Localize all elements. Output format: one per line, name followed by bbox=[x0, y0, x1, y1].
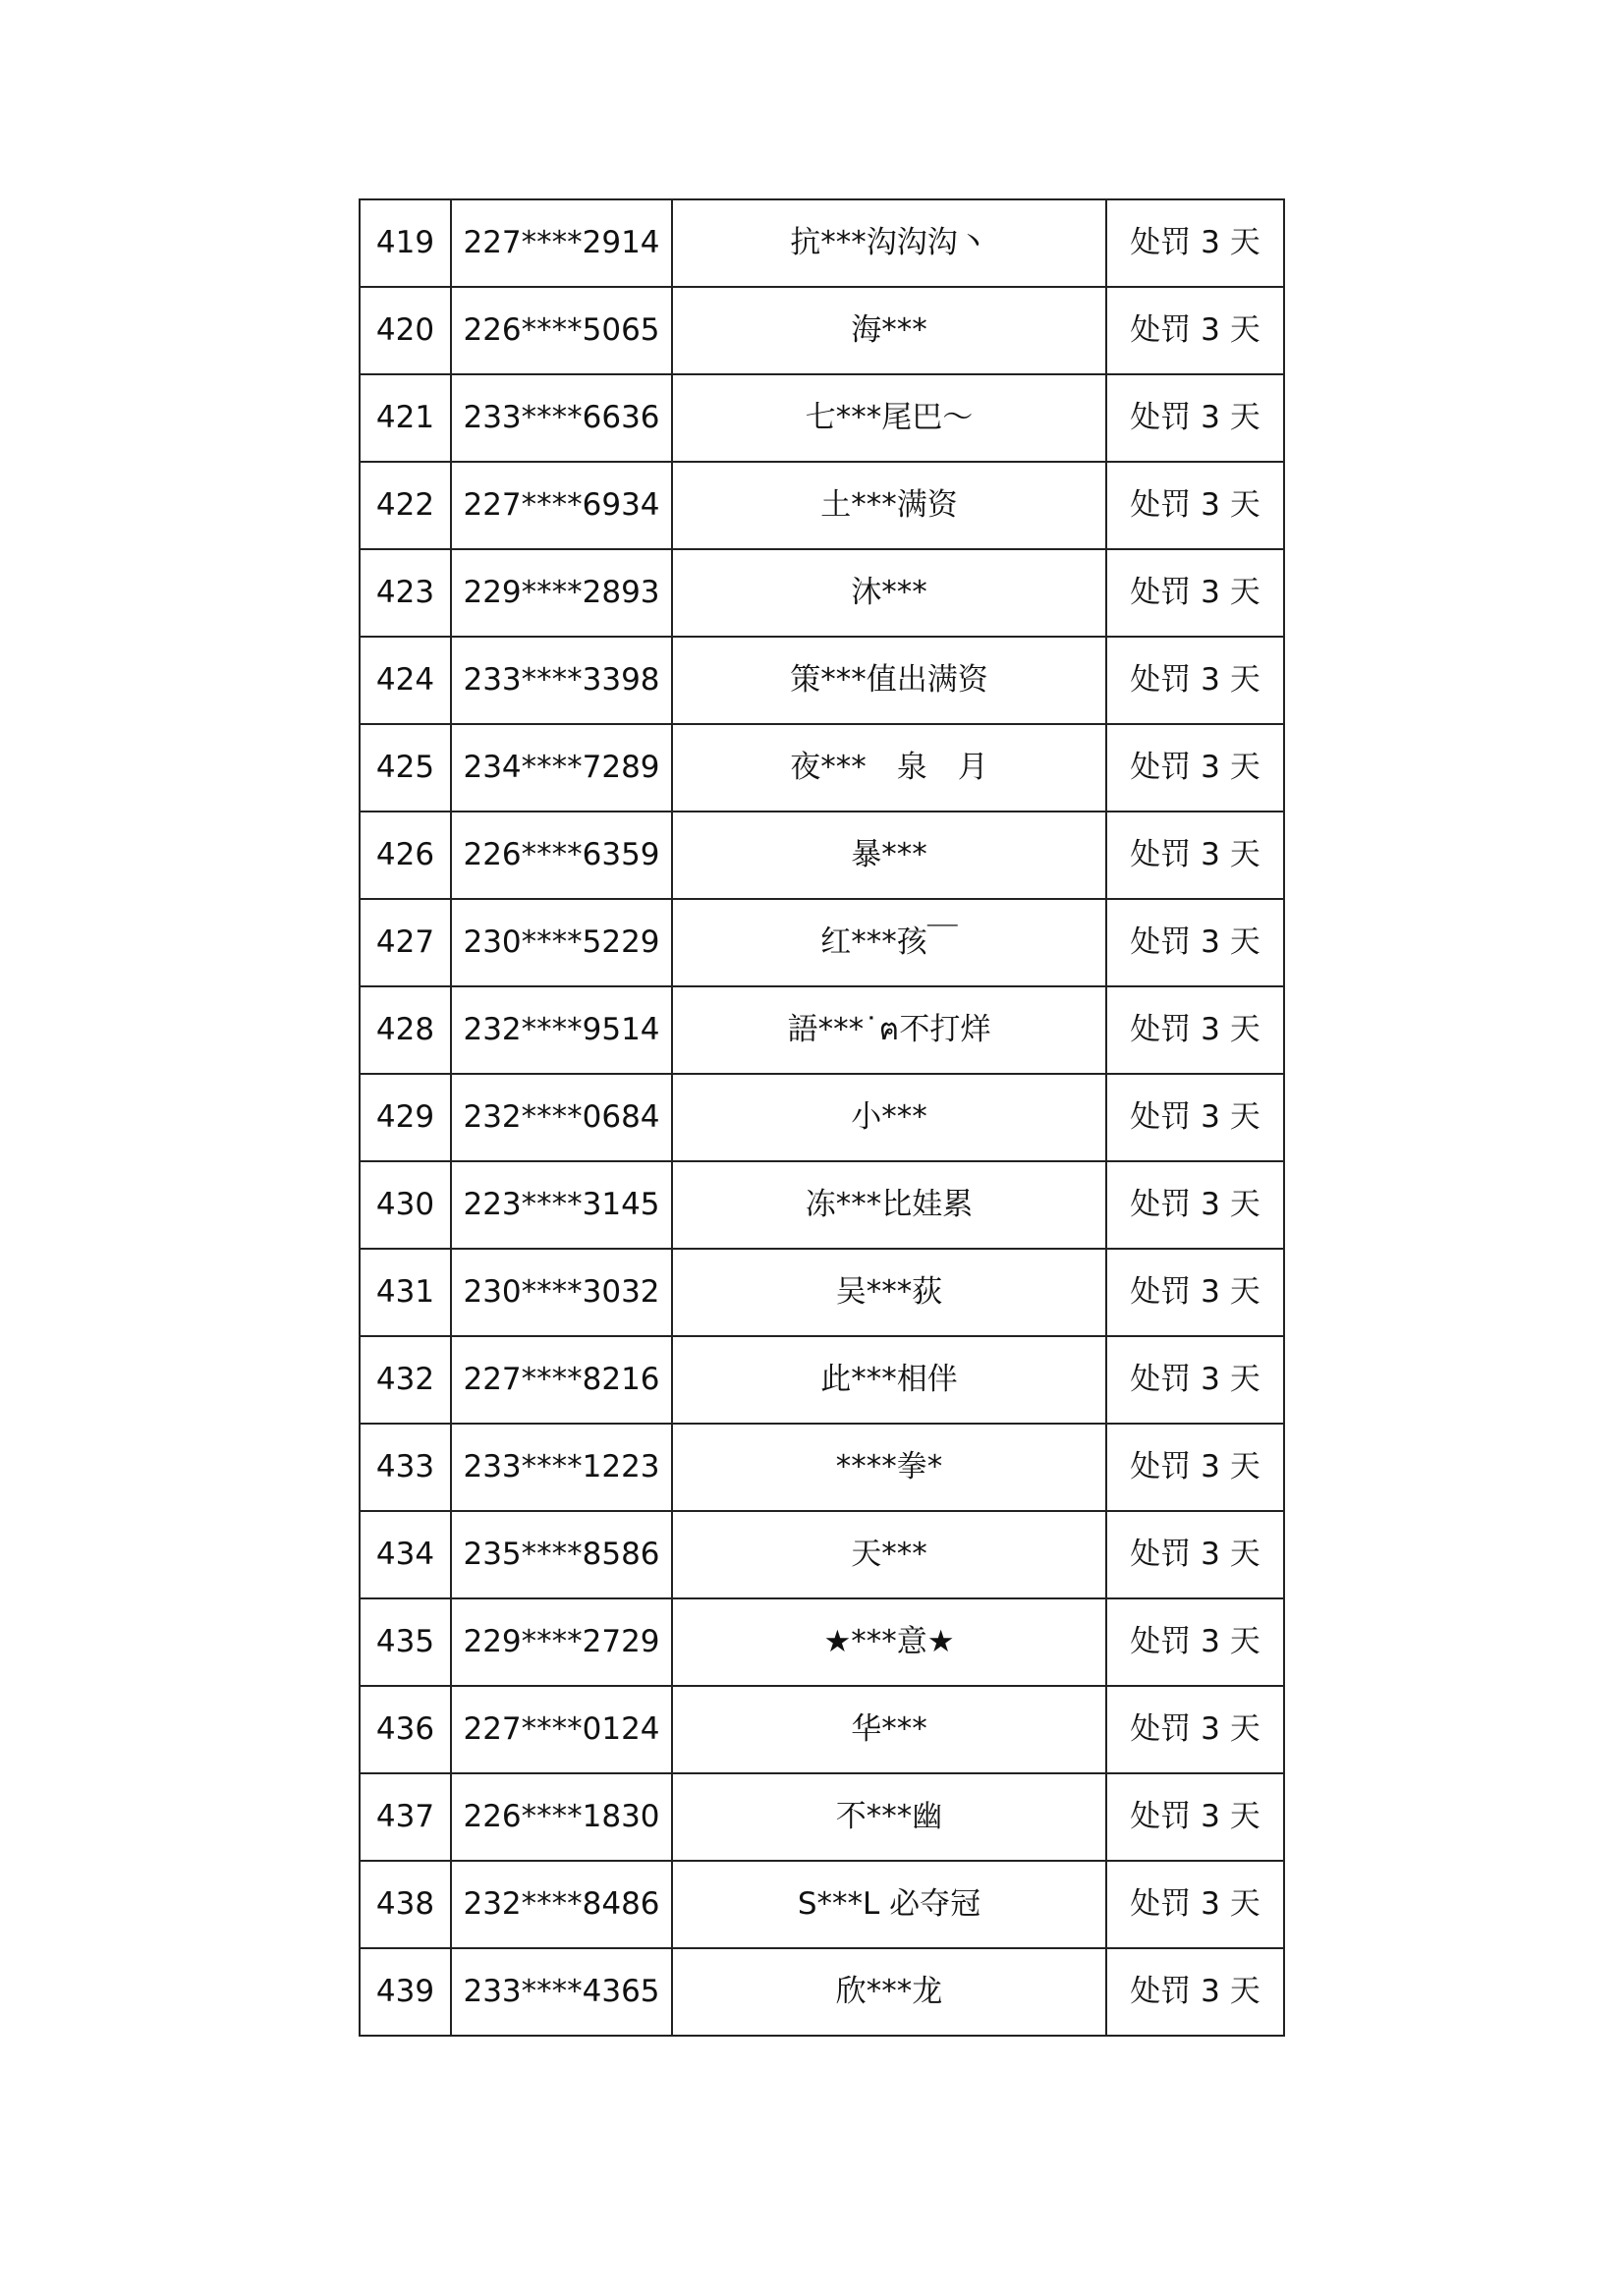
user-id-cell: 232****9514 bbox=[451, 986, 672, 1074]
penalty-cell: 处罚 3 天 bbox=[1106, 1336, 1284, 1424]
user-id-cell: 233****4365 bbox=[451, 1948, 672, 2036]
nickname-cell: 暴*** bbox=[672, 812, 1106, 899]
user-id-cell: 229****2729 bbox=[451, 1598, 672, 1686]
row-index-cell: 428 bbox=[360, 986, 451, 1074]
penalty-cell: 处罚 3 天 bbox=[1106, 462, 1284, 549]
penalty-cell: 处罚 3 天 bbox=[1106, 724, 1284, 812]
row-index-cell: 433 bbox=[360, 1424, 451, 1511]
row-index-cell: 426 bbox=[360, 812, 451, 899]
table-row bbox=[360, 724, 1284, 812]
penalty-cell: 处罚 3 天 bbox=[1106, 1686, 1284, 1773]
user-id-cell: 232****0684 bbox=[451, 1074, 672, 1161]
row-index-cell: 425 bbox=[360, 724, 451, 812]
nickname-cell: 不***幽 bbox=[672, 1773, 1106, 1861]
row-index-cell: 420 bbox=[360, 287, 451, 374]
nickname-cell: ★***意★ bbox=[672, 1598, 1106, 1686]
table-row bbox=[360, 1249, 1284, 1336]
user-id-cell: 230****3032 bbox=[451, 1249, 672, 1336]
table-row bbox=[360, 1511, 1284, 1598]
table-row bbox=[360, 1686, 1284, 1773]
penalty-cell: 处罚 3 天 bbox=[1106, 374, 1284, 462]
nickname-cell: 吴***荻 bbox=[672, 1249, 1106, 1336]
table-row bbox=[360, 374, 1284, 462]
nickname-cell: 土***满资 bbox=[672, 462, 1106, 549]
nickname-cell: ****拳* bbox=[672, 1424, 1106, 1511]
row-index-cell: 437 bbox=[360, 1773, 451, 1861]
user-id-cell: 233****3398 bbox=[451, 637, 672, 724]
nickname-cell: 語***˙ฅ不打烊 bbox=[672, 986, 1106, 1074]
user-id-cell: 229****2893 bbox=[451, 549, 672, 637]
row-index-cell: 423 bbox=[360, 549, 451, 637]
table-row bbox=[360, 1598, 1284, 1686]
penalty-cell: 处罚 3 天 bbox=[1106, 986, 1284, 1074]
table-row bbox=[360, 986, 1284, 1074]
penalty-cell: 处罚 3 天 bbox=[1106, 287, 1284, 374]
penalty-cell: 处罚 3 天 bbox=[1106, 199, 1284, 287]
user-id-cell: 227****0124 bbox=[451, 1686, 672, 1773]
row-index-cell: 431 bbox=[360, 1249, 451, 1336]
row-index-cell: 439 bbox=[360, 1948, 451, 2036]
row-index-cell: 421 bbox=[360, 374, 451, 462]
user-id-cell: 227****8216 bbox=[451, 1336, 672, 1424]
nickname-cell: 冻***比娃累 bbox=[672, 1161, 1106, 1249]
table-row bbox=[360, 1773, 1284, 1861]
nickname-cell: 此***相伴 bbox=[672, 1336, 1106, 1424]
penalty-cell: 处罚 3 天 bbox=[1106, 1598, 1284, 1686]
penalty-cell: 处罚 3 天 bbox=[1106, 1773, 1284, 1861]
penalty-cell: 处罚 3 天 bbox=[1106, 812, 1284, 899]
row-index-cell: 429 bbox=[360, 1074, 451, 1161]
user-id-cell: 227****6934 bbox=[451, 462, 672, 549]
table-row bbox=[360, 1074, 1284, 1161]
penalty-cell: 处罚 3 天 bbox=[1106, 637, 1284, 724]
table-row bbox=[360, 637, 1284, 724]
row-index-cell: 436 bbox=[360, 1686, 451, 1773]
row-index-cell: 435 bbox=[360, 1598, 451, 1686]
nickname-cell: 华*** bbox=[672, 1686, 1106, 1773]
row-index-cell: 430 bbox=[360, 1161, 451, 1249]
nickname-cell: S***L 必夺冠 bbox=[672, 1861, 1106, 1948]
penalty-cell: 处罚 3 天 bbox=[1106, 1861, 1284, 1948]
row-index-cell: 434 bbox=[360, 1511, 451, 1598]
table-row bbox=[360, 1861, 1284, 1948]
nickname-cell: 夜*** 泉 月 bbox=[672, 724, 1106, 812]
nickname-cell: 抗***沟沟沟丶 bbox=[672, 199, 1106, 287]
nickname-cell: 红***孩￣ bbox=[672, 899, 1106, 986]
table-row bbox=[360, 199, 1284, 287]
row-index-cell: 424 bbox=[360, 637, 451, 724]
nickname-cell: 沐*** bbox=[672, 549, 1106, 637]
user-id-cell: 234****7289 bbox=[451, 724, 672, 812]
nickname-cell: 小*** bbox=[672, 1074, 1106, 1161]
table-row bbox=[360, 1948, 1284, 2036]
penalty-cell: 处罚 3 天 bbox=[1106, 1074, 1284, 1161]
user-id-cell: 233****6636 bbox=[451, 374, 672, 462]
penalty-cell: 处罚 3 天 bbox=[1106, 1424, 1284, 1511]
penalty-table bbox=[359, 198, 1285, 2037]
row-index-cell: 432 bbox=[360, 1336, 451, 1424]
table-row bbox=[360, 462, 1284, 549]
penalty-cell: 处罚 3 天 bbox=[1106, 1511, 1284, 1598]
nickname-cell: 欣***龙 bbox=[672, 1948, 1106, 2036]
table-row bbox=[360, 812, 1284, 899]
table-row bbox=[360, 549, 1284, 637]
user-id-cell: 227****2914 bbox=[451, 199, 672, 287]
penalty-cell: 处罚 3 天 bbox=[1106, 1161, 1284, 1249]
nickname-cell: 策***值出满资 bbox=[672, 637, 1106, 724]
user-id-cell: 235****8586 bbox=[451, 1511, 672, 1598]
user-id-cell: 233****1223 bbox=[451, 1424, 672, 1511]
user-id-cell: 226****5065 bbox=[451, 287, 672, 374]
user-id-cell: 230****5229 bbox=[451, 899, 672, 986]
row-index-cell: 438 bbox=[360, 1861, 451, 1948]
user-id-cell: 226****1830 bbox=[451, 1773, 672, 1861]
table-row bbox=[360, 1336, 1284, 1424]
table-body bbox=[360, 199, 1284, 2036]
penalty-cell: 处罚 3 天 bbox=[1106, 549, 1284, 637]
nickname-cell: 七***尾巴～ bbox=[672, 374, 1106, 462]
nickname-cell: 海*** bbox=[672, 287, 1106, 374]
table-row bbox=[360, 899, 1284, 986]
user-id-cell: 232****8486 bbox=[451, 1861, 672, 1948]
penalty-cell: 处罚 3 天 bbox=[1106, 899, 1284, 986]
table-row bbox=[360, 287, 1284, 374]
row-index-cell: 427 bbox=[360, 899, 451, 986]
nickname-cell: 天*** bbox=[672, 1511, 1106, 1598]
user-id-cell: 226****6359 bbox=[451, 812, 672, 899]
user-id-cell: 223****3145 bbox=[451, 1161, 672, 1249]
row-index-cell: 422 bbox=[360, 462, 451, 549]
table-row bbox=[360, 1424, 1284, 1511]
penalty-cell: 处罚 3 天 bbox=[1106, 1249, 1284, 1336]
penalty-cell: 处罚 3 天 bbox=[1106, 1948, 1284, 2036]
row-index-cell: 419 bbox=[360, 199, 451, 287]
table-row bbox=[360, 1161, 1284, 1249]
